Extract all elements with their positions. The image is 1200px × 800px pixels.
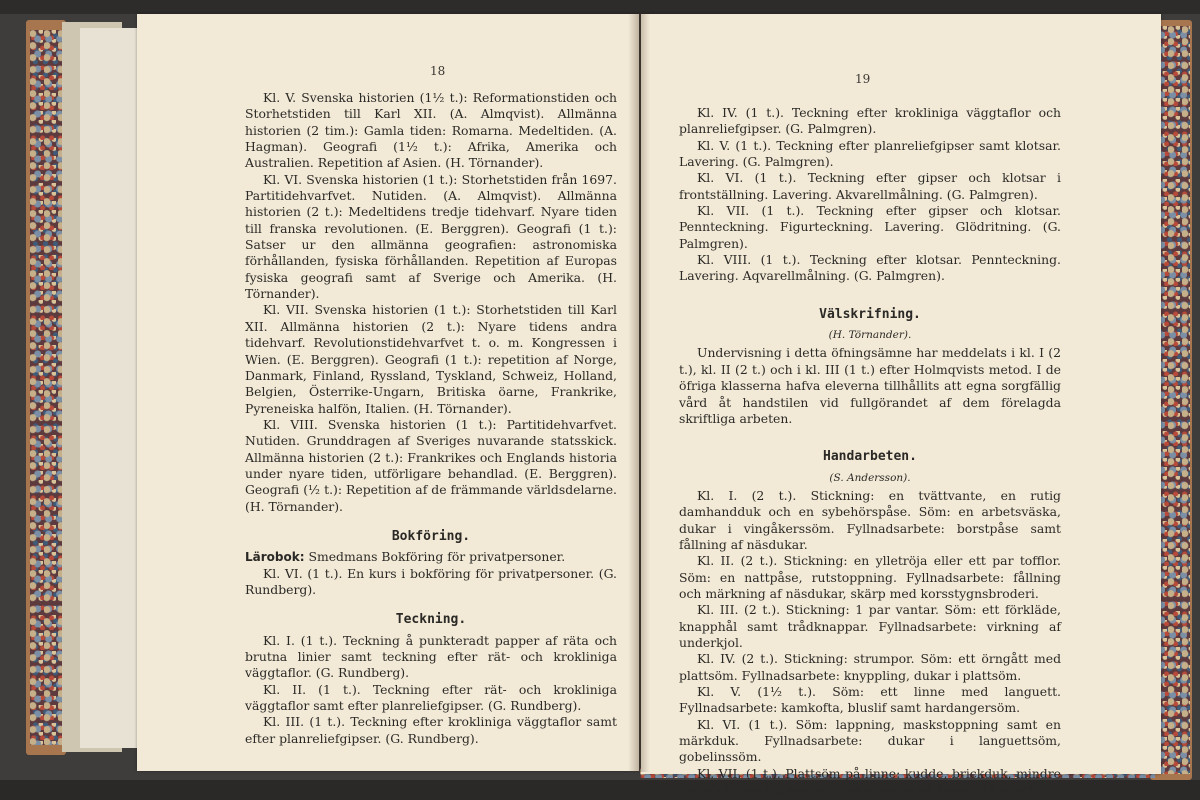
section-teacher: (H. Törnander). <box>828 329 912 342</box>
section-heading-handwriting: Välskrifning. <box>819 306 921 322</box>
section-heading-handicraft: Handarbeten. <box>823 449 917 465</box>
page-number: 18 <box>430 64 446 78</box>
left-page-text <box>245 90 617 747</box>
marbled-endpaper-left <box>30 30 64 745</box>
left-page <box>137 14 639 771</box>
right-page-text <box>679 105 1061 798</box>
paragraph: Undervisning i detta öfningsämne har meddelats i kl. I (2 t.), kl. II (2 t.) och i kl. III (1 t.) efter Holmqvists metod. I de öfriga klasserna hafva eleverna tillhållits att egna sorgfällig vård åt handstilen vid fullgörandet af dem förelagda skriftliga arbeten. <box>679 345 1061 426</box>
paragraph: Kl. V. (1½ t.). Söm: ett linne med languett. Fyllnadsarbete: kamkofta, bluslif samt hardangersöm. <box>679 684 1061 716</box>
paragraph: Kl. V. Svenska historien (1½ t.): Reformationstiden och Storhetstiden till Karl XII. (A. Almqvist). Allmänna historien (2 tim.): Gamla tiden: Romarna. Medeltiden. (A. Hagman). Geografi (1½ t.): Afrika, Amerika och Australien. Repetition af Asien. (H. Törnander). <box>245 90 617 171</box>
paragraph: Kl. VI. (1 t.). En kurs i bokföring för privatpersoner. (G. Rundberg). <box>245 565 617 597</box>
paragraph: Kl. IV. (2 t.). Stickning: strumpor. Söm: ett örngått med plattsöm. Fyllnadsarbete: knyppling, dukar i plattsöm. <box>679 651 1061 683</box>
paragraph: Kl. III. (1 t.). Teckning efter krokliniga väggtaflor samt efter planreliefgipser. (G. Rundberg). <box>245 714 617 746</box>
book-gutter-shadow <box>628 14 650 772</box>
paragraph: Kl. I. (2 t.). Stickning: en tvättvante, en rutig damhandduk och en sybehörspåse. Söm: en arbetsväska, dukar i vingåkerssöm. Fyllnadsarbete: borstpåse samt fållning af näsdukar. <box>679 487 1061 552</box>
paragraph: Kl. VII. (1 t.). Teckning efter gipser och klotsar. Pennteckning. Figurteckning. Lavering. Glödritning. (G. Palmgren). <box>679 203 1061 251</box>
inserted-leaf <box>80 28 141 748</box>
paragraph: Kl. I. (1 t.). Teckning å punkteradt papper af räta och brutna linier samt teckning efter rät- och krokliniga väggtaflor. (G. Rundberg). <box>245 632 617 681</box>
page-number: 19 <box>855 72 871 86</box>
paragraph: Kl. IV. (1 t.). Teckning efter krokliniga väggtaflor och planreliefgipser. (G. Palmgren). <box>679 105 1061 137</box>
paragraph: Kl. V. (1 t.). Teckning efter planreliefgipser samt klotsar. Lavering. (G. Palmgren). <box>679 137 1061 170</box>
textbook-line <box>245 549 617 565</box>
right-page <box>641 14 1161 798</box>
paragraph: Kl. VII. (1 t.). Plattsöm på linne: kudde, brickduk, mindre bordduk, bordlöpare etc. Schatérsöm på linne, siden och <box>679 765 1061 798</box>
paragraph: Kl. II. (2 t.). Stickning: en ylletröja eller ett par tofflor. Söm: en nattpåse, rutstoppning. Fyllnadsarbete: fållning och märkning af näsdukar, skärp med korsstygnsbroderi. <box>679 553 1061 601</box>
scanner-top-edge <box>0 0 1200 14</box>
paragraph: Kl. VI. (1 t.). Teckning efter gipser och klotsar i frontställning. Lavering. Akvarellmålning. (G. Palmgren). <box>679 170 1061 202</box>
section-heading-bookkeeping: Bokföring. <box>391 528 471 544</box>
paragraph: Kl. VI. Svenska historien (1 t.): Storhetstiden från 1697. Partitidehvarfvet. Nutiden. (A. Almqvist). Allmänna historien (2 t.): Medeltidens tredje tidehvarf. Nyare tiden till franska revolutionen. (E. Berggren). Geografi (1 t.): Satser ur den allmänna geografien: astronomiska förhållanden, fysiska förhållanden. Repetition af Europas fysiska geografi samt af Sverige och Amerika. (H. Törnander). <box>245 171 617 302</box>
paragraph: Kl. VI. (1 t.). Söm: lappning, maskstoppning samt en märkduk. Fyllnadsarbete: dukar i languettsöm, gobelinssöm. <box>679 716 1061 765</box>
paragraph: Kl. VIII. (1 t.). Teckning efter klotsar. Pennteckning. Lavering. Aqvarellmålning. (G. Palmgren). <box>679 252 1061 284</box>
textbook-label: Lärobok: <box>245 550 305 565</box>
paragraph: Kl. VIII. Svenska historien (1 t.): Partitidehvarfvet. Nutiden. Grunddragen af Sveriges nuvarande statsskick. Allmänna historien (2 t.): Frankrikes och Englands historia under nyare tiden, utförligare behandlad. (E. Berggren). Geografi (½ t.): Repetition af de främmande världsdelarne. (H. Törnander). <box>245 416 617 514</box>
section-teacher: (S. Andersson). <box>829 471 911 484</box>
paragraph: Kl. VII. Svenska historien (1 t.): Storhetstiden till Karl XII. Allmänna historien (2 t.): Nyare tidens andra tidehvarf. Revolutionstidehvarfvet t. o. m. Kongressen i Wien. (E. Berggren). Geografi (1 t.): repetition af Norge, Danmark, Finland, Ryssland, Tyskland, Schweiz, Holland, Belgien, Österrike-Ungarn, Britiska öarne, Frankrike, Pyreneiska halfön, Italien. (H. Törnander). <box>245 302 617 416</box>
paragraph: Kl. III. (2 t.). Stickning: 1 par vantar. Söm: ett förkläde, knapphål samt trådknappar. Fyllnadsarbete: virkning af underkjol. <box>679 602 1061 650</box>
section-heading-drawing: Teckning. <box>395 612 467 628</box>
textbook-title: Smedmans Bokföring för privatpersoner. <box>308 549 566 565</box>
paragraph: Kl. II. (1 t.). Teckning efter rät- och krokliniga väggtaflor samt efter planreliefgipser. (G. Rundberg). <box>245 681 617 714</box>
